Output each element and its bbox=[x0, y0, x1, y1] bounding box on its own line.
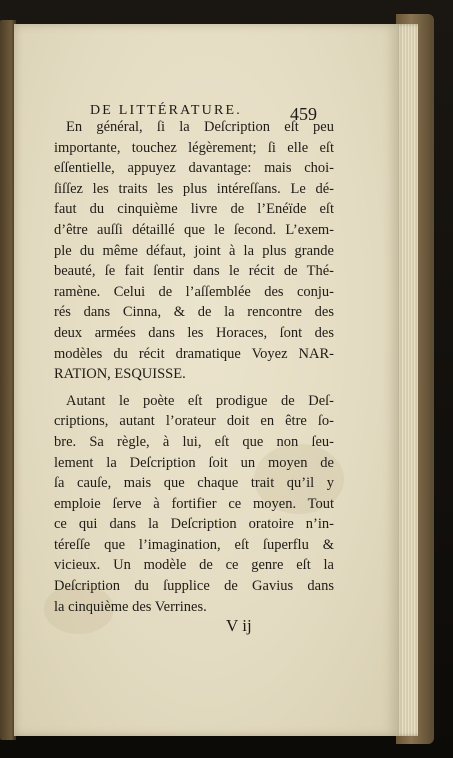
running-head: DE LITTÉRATURE. bbox=[90, 103, 242, 118]
text-line: En général, ſi la Deſcription eſt peu bbox=[66, 119, 334, 135]
text-line: ſa cauſe, mais que chaque trait qu’il y bbox=[54, 475, 334, 492]
text-line: beauté, ſe fait ſentir dans le récit de Thé- bbox=[54, 263, 334, 280]
text-line: Deſcription du ſupplice de Gavius dans bbox=[54, 578, 334, 595]
text-line: criptions, autant l’orateur doit en être ſo- bbox=[54, 413, 334, 430]
page-number: 459 bbox=[290, 104, 317, 124]
page-block-edges bbox=[396, 24, 418, 736]
text-line: téreſſe que l’imagination, eſt ſuperflu & bbox=[54, 536, 334, 553]
text-line: bre. Sa règle, à lui, eſt que non ſeu- bbox=[54, 433, 334, 450]
text-line: faut du cinquième livre de l’Enéïde eſt bbox=[54, 201, 334, 218]
text-line: RATION, ESQUISSE. bbox=[54, 366, 186, 383]
text-line: d’être auſſi détaillé que le ſecond. L’exem- bbox=[54, 221, 334, 238]
text-line: lement la Deſcription ſoit un moyen de bbox=[54, 454, 334, 471]
text-line: la cinquième des Verrines. bbox=[54, 598, 207, 615]
text-line: Autant le poète eſt prodigue de Deſ- bbox=[66, 392, 334, 409]
text-line: ce qui dans la Deſcription oratoire n’in- bbox=[54, 516, 334, 533]
text-line: deux armées dans les Horaces, ſont des bbox=[54, 324, 334, 341]
text-line: modèles du récit dramatique Voyez NAR- bbox=[54, 345, 334, 362]
text-line: importante, touchez légèrement; ſi elle eſt bbox=[54, 139, 334, 156]
text-line: ſiſſez les traits les plus intéreſſans. Le dé- bbox=[54, 180, 334, 197]
text-line: eſſentielle, appuyez davantage: mais choi- bbox=[54, 160, 334, 177]
text-line: emploie ſerve à fortifier ce moyen. Tout bbox=[54, 495, 334, 512]
text-line: vicieux. Un modèle de ce genre eſt la bbox=[54, 557, 334, 574]
signature-mark: V ij bbox=[226, 616, 252, 635]
text-line: ramène. Celui de l’aſſemblée des conju- bbox=[54, 283, 334, 300]
text-line: ple du même défaut, joint à la plus grande bbox=[54, 242, 334, 259]
body-text bbox=[54, 117, 334, 617]
text-line: rés dans Cinna, & de la rencontre des bbox=[54, 304, 334, 321]
